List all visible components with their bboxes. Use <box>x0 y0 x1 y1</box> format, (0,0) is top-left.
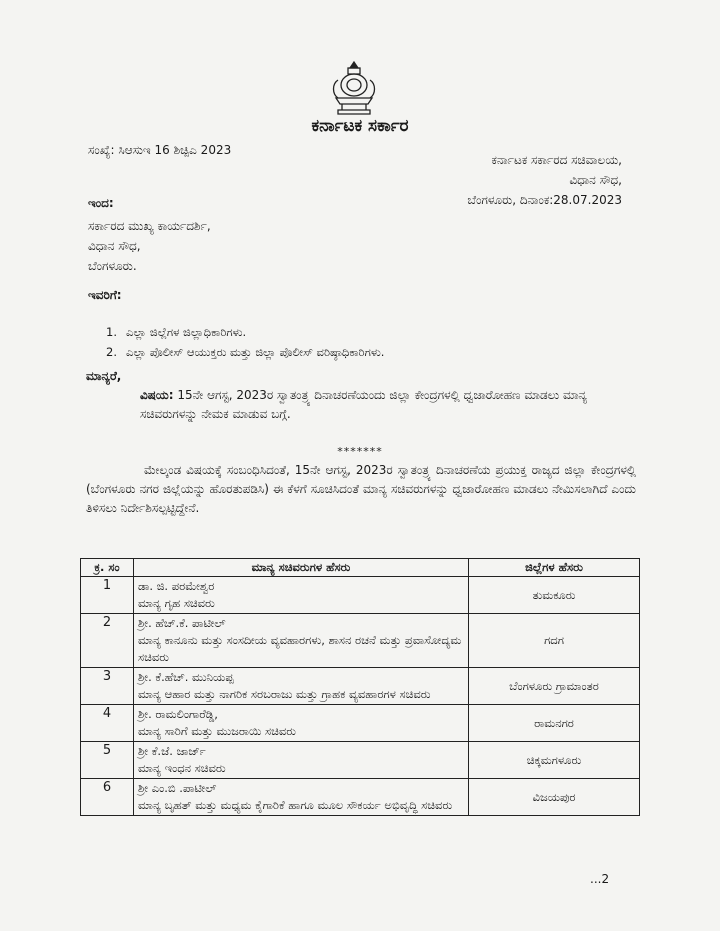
serial-cell: 1 <box>81 577 134 614</box>
table-row <box>81 705 640 742</box>
recipient-text: ಎಲ್ಲಾ ಪೊಲೀಸ್ ಆಯುಕ್ತರು ಮತ್ತು ಜಿಲ್ಲಾ ಪೊಲೀಸ್ ವರಿಷ್ಠಾಧಿಕಾರಿಗಳು. <box>126 345 385 359</box>
table-row <box>81 668 640 705</box>
table-row <box>81 742 640 779</box>
address-line: ಕರ್ನಾಟಕ ಸರ್ಕಾರದ ಸಚಿವಾಲಯ, <box>491 153 622 167</box>
from-label: ಇಂದ: <box>88 196 114 210</box>
district-cell: ತುಮಕೂರು <box>469 577 640 614</box>
serial-cell: 6 <box>81 779 134 816</box>
serial-cell: 4 <box>81 705 134 742</box>
recipient-list <box>106 322 384 362</box>
minister-name: ಶ್ರೀ. ಕೆ.ಹೆಚ್. ಮುನಿಯಪ್ಪ <box>138 670 234 684</box>
from-address <box>88 216 211 276</box>
office-address <box>467 150 622 210</box>
table-header-row <box>81 559 640 577</box>
minister-name: ಶ್ರೀ. ರಾಮಲಿಂಗಾರೆಡ್ಡಿ, <box>138 707 218 721</box>
from-line: ಸರ್ಕಾರದ ಮುಖ್ಯ ಕಾರ್ಯದರ್ಶಿ, <box>88 219 211 233</box>
page-continuation: ...2 <box>590 872 610 886</box>
minister-name: ಡಾ. ಜಿ. ಪರಮೇಶ್ವರ <box>138 579 215 593</box>
column-header-district: ಜಿಲ್ಲೆಗಳ ಹೆಸರು <box>469 559 640 577</box>
minister-name: ಶ್ರೀ ಎಂ.ಬಿ .ಪಾಟೀಲ್ <box>138 781 217 795</box>
from-line: ಬೆಂಗಳೂರು. <box>88 259 137 273</box>
recipient-number: 1. <box>106 325 117 339</box>
recipient-item <box>106 322 384 342</box>
district-cell: ಚಿಕ್ಕಮಗಳೂರು <box>469 742 640 779</box>
minister-portfolio: ಮಾನ್ಯ ಸಾರಿಗೆ ಮತ್ತು ಮುಜರಾಯಿ ಸಚಿವರು <box>138 724 296 738</box>
minister-portfolio: ಮಾನ್ಯ ಗೃಹ ಸಚಿವರು <box>138 596 215 610</box>
minister-name: ಶ್ರೀ. ಹೆಚ್.ಕೆ. ಪಾಟೀಲ್ <box>138 616 226 630</box>
table-row <box>81 577 640 614</box>
government-title: ಕರ್ನಾಟಕ ಸರ್ಕಾರ <box>311 116 409 136</box>
subject-text: 15ನೇ ಆಗಸ್ಟ, 2023ರ ಸ್ವಾತಂತ್ರ್ಯ ದಿನಾಚರಣೆಯಂದು ಜಿಲ್ಲಾ ಕೇಂದ್ರಗಳಲ್ಲಿ ಧ್ವಜಾರೋಹಣ ಮಾಡಲು ಮಾನ್ಯ ಸಚಿವರುಗಳನ್ನು ನೇಮಕ ಮಾಡುವ ಬಗ್ಗೆ. <box>140 388 588 421</box>
recipient-text: ಎಲ್ಲಾ ಜಿಲ್ಲೆಗಳ ಜಿಲ್ಲಾಧಿಕಾರಿಗಳು. <box>126 325 247 339</box>
minister-cell <box>134 614 469 668</box>
minister-cell <box>134 668 469 705</box>
address-line: ವಿಧಾನ ಸೌಧ, <box>569 173 622 187</box>
serial-cell: 5 <box>81 742 134 779</box>
separator: ******* <box>337 445 383 458</box>
to-label: ಇವರಿಗೆ: <box>88 288 122 302</box>
district-cell: ರಾಮನಗರ <box>469 705 640 742</box>
table-row <box>81 614 640 668</box>
body-paragraph: ಮೇಲ್ಕಂಡ ವಿಷಯಕ್ಕೆ ಸಂಬಂಧಿಸಿದಂತೆ, 15ನೇ ಆಗಸ್ಟ, 2023ರ ಸ್ವಾತಂತ್ರ್ಯ ದಿನಾಚರಣೆಯ ಪ್ರಯುಕ್ತ ರಾಜ್ಯದ ಜಿಲ್ಲಾ ಕೇಂದ್ರಗಳಲ್ಲಿ (ಬೆಂಗಳೂರು ನಗರ ಜಿಲ್ಲೆಯನ್ನು ಹೊರತುಪಡಿಸಿ) ಈ ಕೆಳಗೆ ಸೂಚಿಸಿದಂತೆ ಮಾನ್ಯ ಸಚಿವರುಗಳನ್ನು ಧ್ವಜಾರೋಹಣ ಮಾಡಲು ನೇಮಿಸಲಾಗಿದೆ ಎಂದು ತಿಳಿಸಲು ನಿರ್ದೇಶಿಸಲ್ಪಟ್ಟಿದ್ದೇನೆ. <box>86 463 636 515</box>
salutation: ಮಾನ್ಯರೆ, <box>86 369 122 383</box>
karnataka-emblem-icon <box>328 58 380 120</box>
column-header-serial: ಕ್ರ. ಸಂ <box>81 559 134 577</box>
reference-number: ಸಂಖ್ಯೆ: ಸಿಆಸುಇ 16 ಶಿಚ್ಪಿಎ 2023 <box>88 143 232 157</box>
minister-cell <box>134 705 469 742</box>
minister-cell <box>134 779 469 816</box>
district-cell: ಗದಗ <box>469 614 640 668</box>
minister-name: ಶ್ರೀ ಕೆ.ಜೆ. ಜಾರ್ಜ್ <box>138 744 206 758</box>
district-cell: ಬೆಂಗಳೂರು ಗ್ರಾಮಾಂತರ <box>469 668 640 705</box>
minister-cell <box>134 577 469 614</box>
serial-cell: 3 <box>81 668 134 705</box>
recipient-item <box>106 342 384 362</box>
ministers-table <box>80 558 640 816</box>
minister-cell <box>134 742 469 779</box>
serial-cell: 2 <box>81 614 134 668</box>
column-header-minister: ಮಾನ್ಯ ಸಚಿವರುಗಳ ಹೆಸರು <box>134 559 469 577</box>
address-date-line: ಬೆಂಗಳೂರು, ದಿನಾಂಕ:28.07.2023 <box>467 193 622 207</box>
from-line: ವಿಧಾನ ಸೌಧ, <box>88 239 141 253</box>
minister-portfolio: ಮಾನ್ಯ ಆಹಾರ ಮತ್ತು ನಾಗರಿಕ ಸರಬರಾಜು ಮತ್ತು ಗ್ರಾಹಕ ವ್ಯವಹಾರಗಳ ಸಚಿವರು <box>138 687 431 701</box>
minister-portfolio: ಮಾನ್ಯ ಬೃಹತ್ ಮತ್ತು ಮಧ್ಯಮ ಕೈಗಾರಿಕೆ ಹಾಗೂ ಮೂಲ ಸೌಕರ್ಯ ಅಭಿವೃದ್ಧಿ ಸಚಿವರು <box>138 798 453 812</box>
subject-line <box>140 386 600 424</box>
minister-portfolio: ಮಾನ್ಯ ಇಂಧನ ಸಚಿವರು <box>138 761 226 775</box>
table-row <box>81 779 640 816</box>
recipient-number: 2. <box>106 345 117 359</box>
district-cell: ವಿಜಯಪುರ <box>469 779 640 816</box>
minister-portfolio: ಮಾನ್ಯ ಕಾನೂನು ಮತ್ತು ಸಂಸದೀಯ ವ್ಯವಹಾರಗಳು, ಶಾಸನ ರಚನೆ ಮತ್ತು ಪ್ರವಾಸೋದ್ಯಮ ಸಚಿವರು <box>138 633 462 664</box>
subject-label: ವಿಷಯ: <box>140 388 174 402</box>
